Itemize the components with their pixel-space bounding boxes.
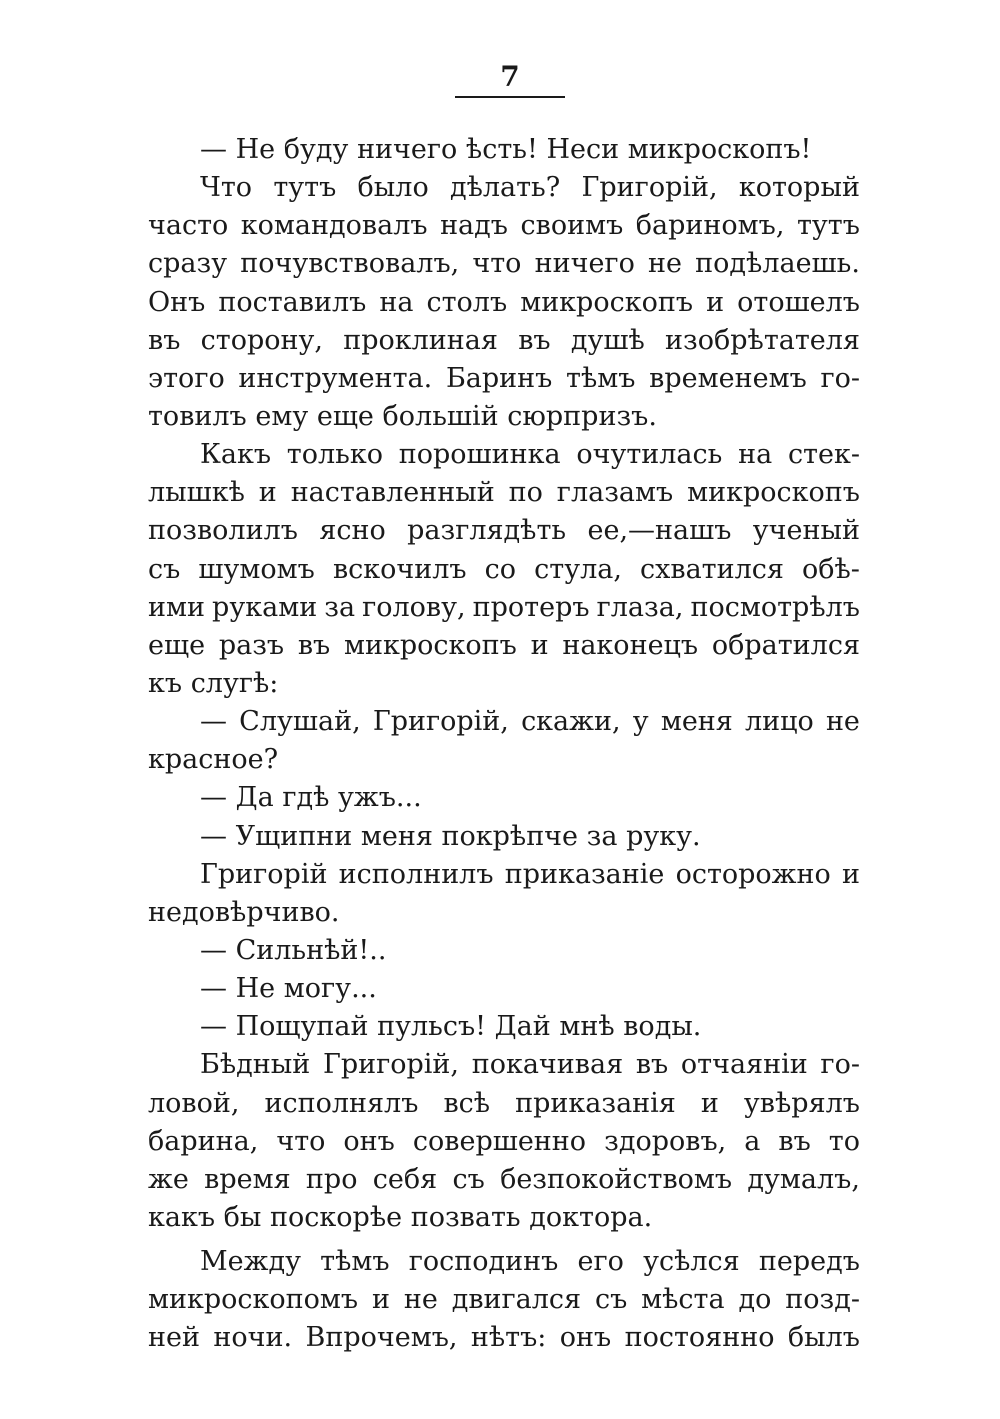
word: что [276,1125,326,1157]
text-line [148,1008,860,1046]
word: на [379,286,414,318]
word: Григорій, [322,1049,459,1081]
word: столъ [426,286,508,318]
word: — [200,934,227,966]
word: ужъ... [338,782,422,814]
word: бы [223,1201,262,1233]
word: не [825,706,860,738]
word: го- [820,362,860,394]
text-line [148,589,860,627]
word: мѣста [641,1284,725,1316]
word: позволилъ [148,515,298,547]
word: — [200,134,227,165]
word: про [305,1163,358,1195]
word: Что [200,172,253,204]
word: ее,—нашъ [587,515,732,547]
word: слугѣ: [190,667,279,699]
word: гдѣ [282,782,330,814]
word: по [508,477,543,509]
word: меня [360,820,433,852]
word: буду [283,134,349,165]
word: микроскопъ! [627,134,812,165]
word: могу... [283,973,377,1005]
word: руку. [626,820,701,852]
word: порошинка [398,439,561,471]
text-line [148,818,860,856]
word: посмотрѣлъ [690,591,860,623]
word: — [200,782,227,814]
word: бариномъ, [635,210,785,242]
word: сразу [148,248,228,280]
word: — [200,1011,227,1043]
page-number: 7 [500,60,520,93]
word: схватился [640,553,784,585]
text-line [148,322,860,360]
word: приказанія [515,1087,676,1119]
word: стек- [787,439,860,471]
word: себя [372,1163,438,1195]
word: надъ [440,210,508,242]
word: Ущипни [235,820,353,852]
word: командовалъ [240,210,428,242]
word: покрѣпче [441,820,579,852]
word: шумомъ [198,553,315,585]
text-line [148,779,860,817]
word: мнѣ [559,1011,615,1043]
text-line [148,398,860,436]
word: временемъ [649,362,807,394]
word: Да [235,782,274,814]
word: ничего [534,248,635,280]
body-text [148,131,860,1358]
word: только [286,439,383,471]
word: увѣрялъ [743,1087,860,1119]
word: Онъ [148,286,206,318]
word: своимъ [520,210,624,242]
word: Впрочемъ, [305,1322,458,1354]
text-line [148,207,860,245]
word: какъ [148,1201,216,1233]
word: часто [148,210,229,242]
word: что [472,248,522,280]
text-line [148,284,860,322]
word: къ [148,667,183,699]
text-line [148,1123,860,1161]
word: же [148,1163,189,1195]
word: а [744,1125,761,1157]
word: большій [382,400,499,432]
word: наставленный [290,477,495,509]
word: очутилась [576,439,723,471]
word: въ [148,324,181,356]
word: ночи. [213,1322,293,1354]
word: здоровъ, [604,1125,727,1157]
word: съ [452,1163,485,1195]
word: обратился [711,629,860,661]
word: постоянно [624,1322,775,1354]
word: красное? [148,744,279,776]
text-line [148,436,860,474]
word: тѣмъ [320,1246,390,1278]
word: приказаніе [504,858,665,890]
word: обѣ- [802,553,860,585]
word: товилъ [148,400,247,432]
text-line [148,245,860,283]
word: со [484,553,517,585]
text-line [148,627,860,665]
word: изобрѣтателя [665,324,860,356]
word: и [841,858,860,890]
word: въ [518,324,551,356]
word: почувствовалъ, [240,248,460,280]
word: руками [212,591,318,623]
word: то [828,1125,860,1157]
word: въ [635,1049,669,1081]
word: Баринъ [445,362,553,394]
word: передъ [758,1246,860,1278]
text-line [148,131,860,169]
word: думалъ, [747,1163,860,1195]
word: Дай [494,1011,551,1043]
word: голову, [362,591,466,623]
word: сюрпризъ. [507,400,657,432]
word: его [577,1246,624,1278]
word: инструмента. [238,362,433,394]
word: разъ [218,629,285,661]
word: тутъ [273,172,337,204]
text-line [148,1046,860,1084]
word: разглядѣть [407,515,567,547]
word: за [324,591,356,623]
word: воды. [623,1011,702,1043]
word: съ [148,553,181,585]
word: исполнялъ [264,1087,419,1119]
word: микроскопъ [520,286,694,318]
word: наконецъ [562,629,699,661]
word: двигался [451,1284,582,1316]
word: Сильнѣй!.. [235,934,387,966]
word: проклиная [343,324,498,356]
word: лицо [745,706,814,738]
word: ученый [752,515,860,547]
word: покачивая [471,1049,624,1081]
word: на [738,439,773,471]
word: Неси [546,134,620,165]
word: ней [148,1322,200,1354]
word: тутъ [796,210,860,242]
word: онъ [343,1125,395,1157]
word: позвать [410,1201,521,1233]
word: Слушай, [239,706,361,738]
word: ѣсть! [465,134,538,165]
word: время [204,1163,291,1195]
word: господинъ [408,1246,559,1278]
word: глазамъ [556,477,674,509]
word: лышкѣ [148,477,245,509]
word: Григорій [200,858,328,890]
word: недовѣрчиво. [148,896,340,928]
word: меня [660,706,733,738]
word: не [403,1284,438,1316]
word: еще [148,629,206,661]
word: и [371,1284,390,1316]
text-line [148,1199,860,1237]
word: всѣ [443,1087,491,1119]
word: дѣлать? [449,172,561,204]
word: Григорій, [372,706,509,738]
text-line [148,856,860,894]
text-line [148,1319,860,1357]
word: осторожно [675,858,831,890]
word: барина, [148,1125,259,1157]
word: въ [297,629,331,661]
text-line [148,1161,860,1199]
word: Григорій, [581,172,718,204]
text-line [148,703,860,741]
text-line [148,665,860,703]
word: который [738,172,860,204]
word: го- [820,1049,860,1081]
word: поскорѣе [270,1201,403,1233]
word: тѣмъ [566,362,636,394]
word: Какъ [200,439,272,471]
word: и [530,629,549,661]
word: Не [235,973,276,1005]
word: онъ [559,1322,612,1354]
word: отчаяніи [680,1049,808,1081]
word: еще [316,400,374,432]
word: — [200,820,227,852]
word: сторону, [200,324,323,356]
word: микроскопъ [687,477,860,509]
word: отошелъ [737,286,860,318]
word: и [258,477,277,509]
page-number-rule [455,96,565,98]
word: ничего [357,134,458,165]
word: совершенно [412,1125,587,1157]
text-line [148,1281,860,1319]
word: Бѣдный [200,1049,311,1081]
text-line [148,970,860,1008]
word: съ [594,1284,628,1316]
word: подѣлаешь. [695,248,860,280]
word: ловой, [148,1087,240,1119]
text-line [148,474,860,512]
text-line [148,1243,860,1281]
word: за [586,820,618,852]
word: этого [148,362,225,394]
word: вскочилъ [332,553,467,585]
word: ему [255,400,309,432]
word: поставилъ [218,286,367,318]
word: доктора. [529,1201,653,1233]
word: было [357,172,429,204]
word: и [706,286,725,318]
word: ясно [319,515,386,547]
word: не [648,248,682,280]
text-line [148,932,860,970]
text-line [148,894,860,932]
word: Пощупай [235,1011,369,1043]
word: — [200,706,227,738]
word: ими [148,591,205,623]
text-line [148,169,860,207]
word: глаза, [596,591,684,623]
text-line [148,512,860,550]
word: исполнилъ [338,858,494,890]
word: позд- [785,1284,860,1316]
word: Между [200,1246,301,1278]
word: у [632,706,649,738]
word: былъ [787,1322,860,1354]
word: протеръ [472,591,590,623]
word: въ [778,1125,811,1157]
text-line [148,551,860,589]
word: Не [235,134,276,165]
word: — [200,973,227,1005]
text-line [148,360,860,398]
text-line [148,741,860,779]
word: усѣлся [643,1246,740,1278]
word: и [700,1087,719,1119]
word: скажи, [521,706,621,738]
word: безпокойствомъ [500,1163,733,1195]
word: душѣ [570,324,645,356]
text-line [148,1085,860,1123]
word: стула, [534,553,622,585]
word: нѣтъ: [470,1322,547,1354]
word: до [738,1284,772,1316]
word: микроскопомъ [148,1284,359,1316]
word: микроскопъ [344,629,517,661]
word: пульсъ! [377,1011,487,1043]
